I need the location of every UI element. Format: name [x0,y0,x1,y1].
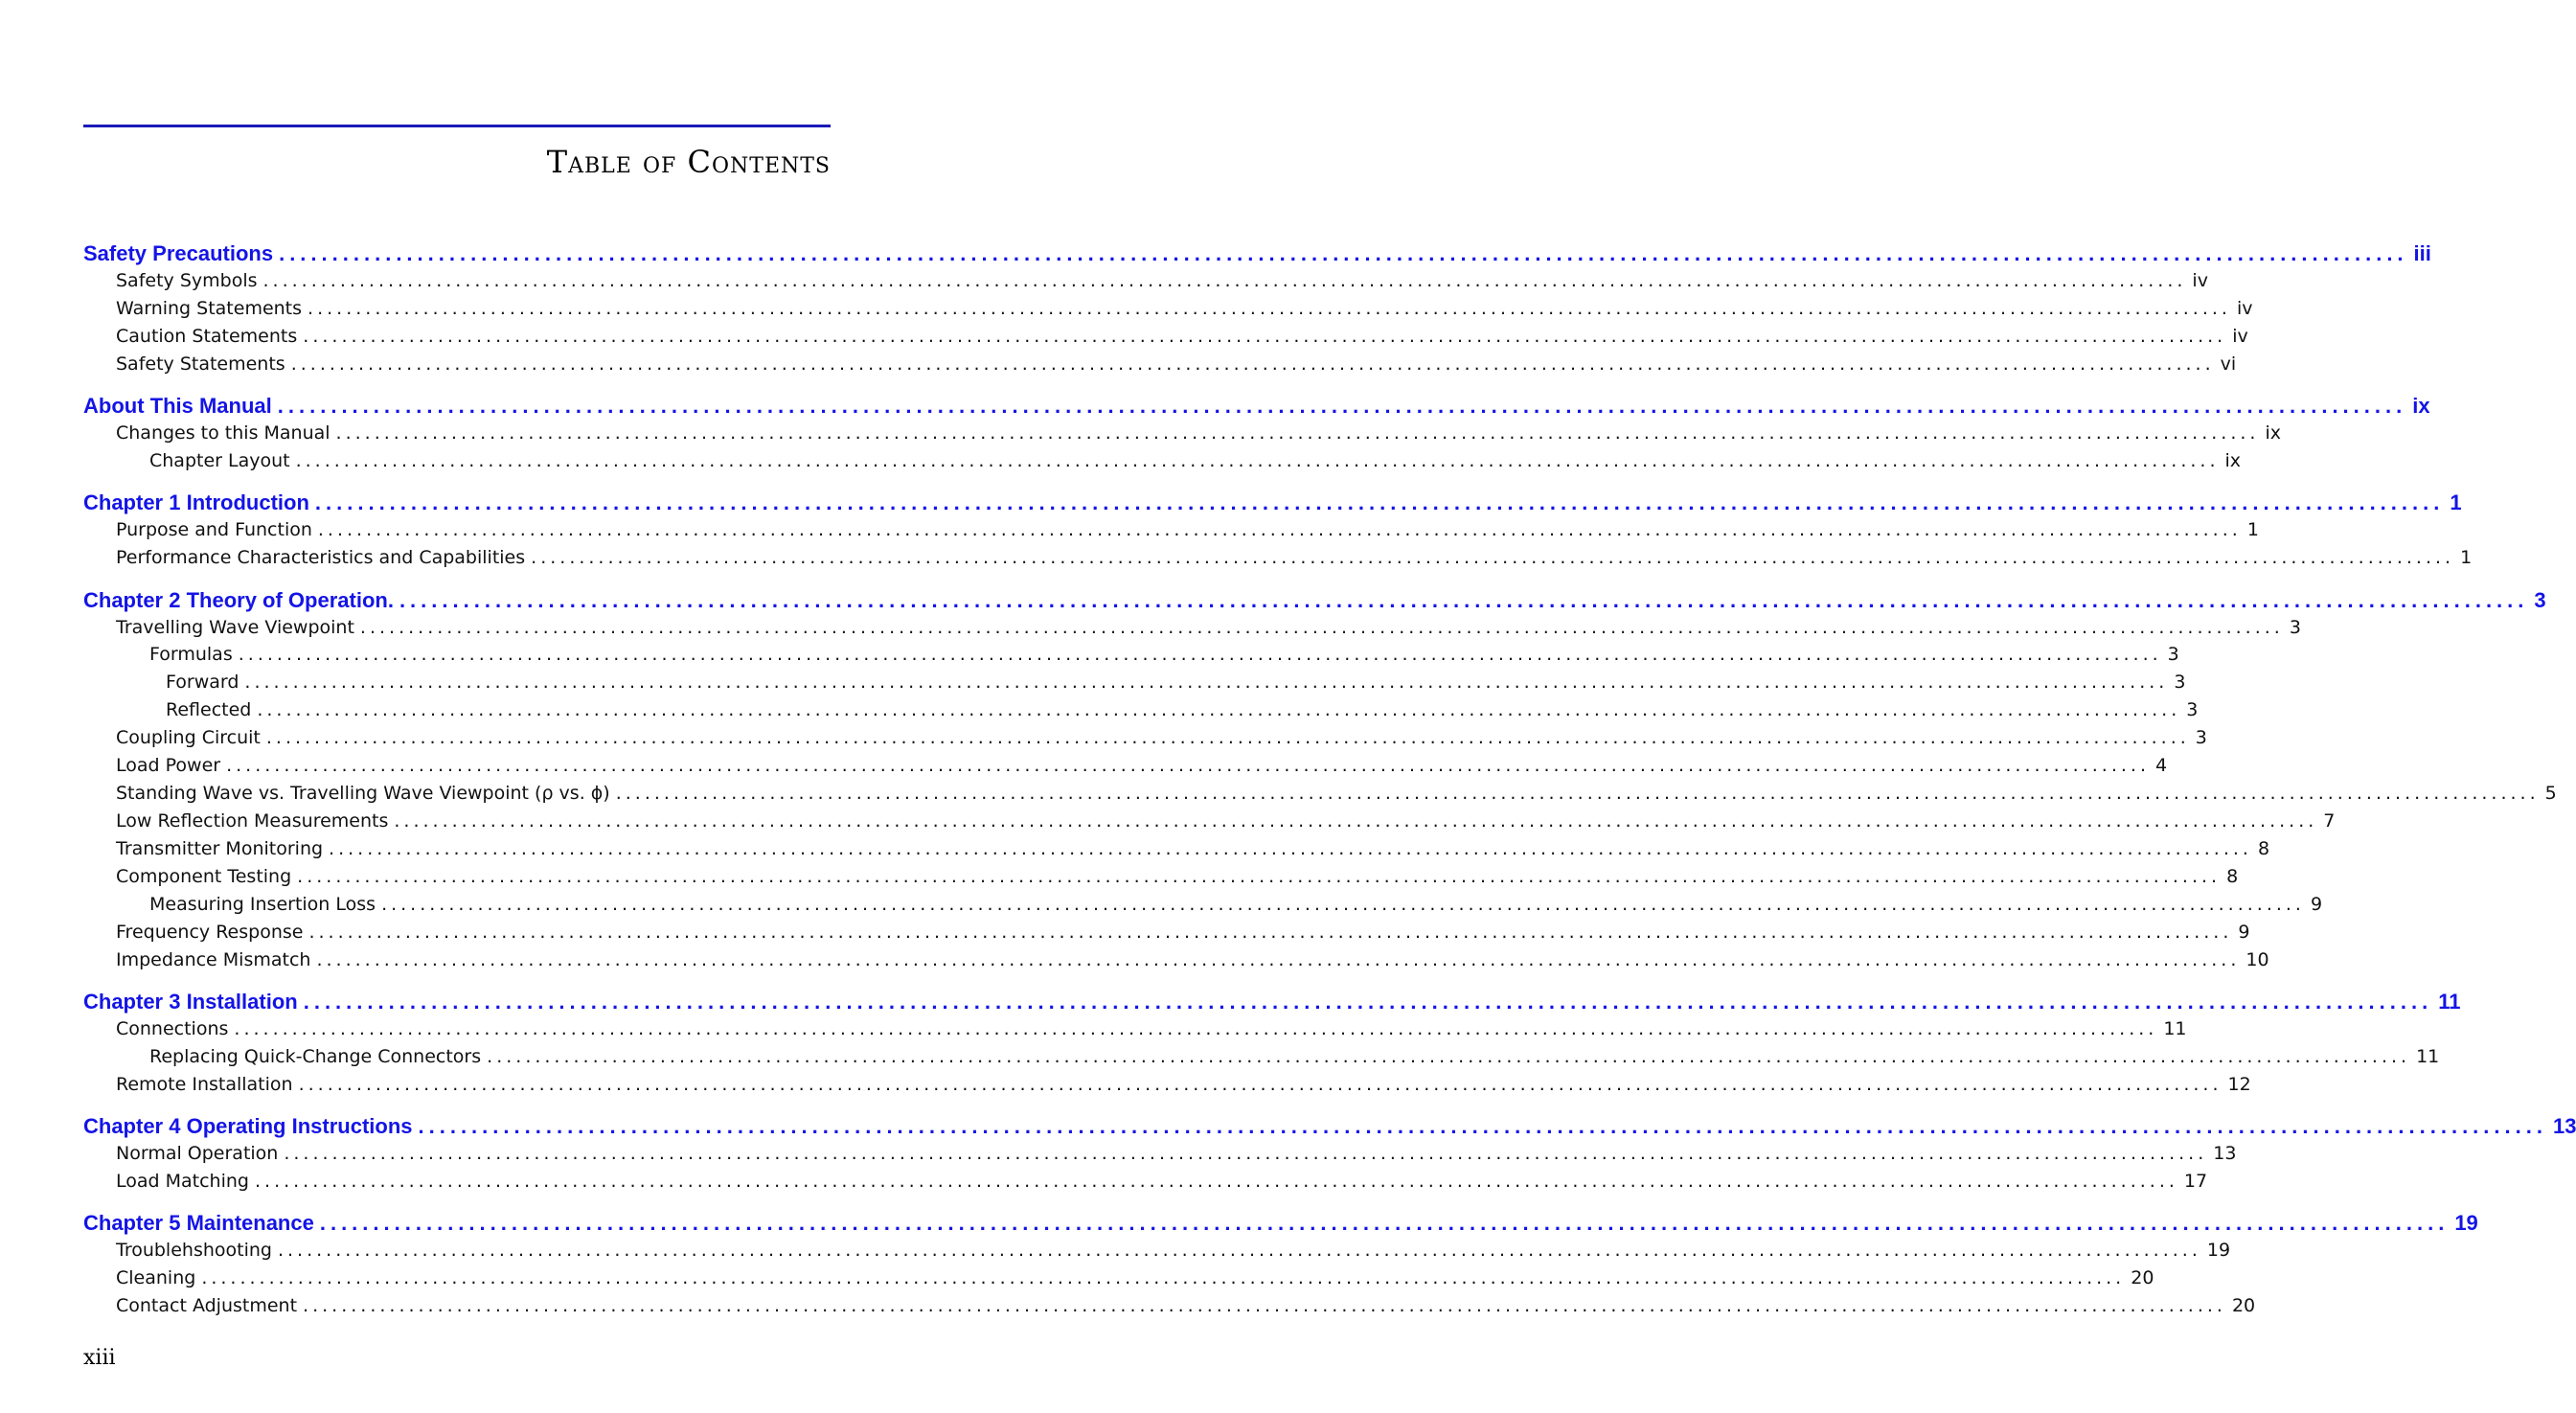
toc-chapter-entry[interactable] [83,588,2546,613]
dot-leader: ........................................................................................................................................................................................................ [359,617,2284,638]
toc-section-entry[interactable] [116,1074,2251,1095]
dot-leader: ........................................................................................................................................................................................................ [335,422,2260,444]
toc-entry-title: Chapter 5 Maintenance [83,1211,314,1235]
toc-entry-page: 10 [2245,949,2269,970]
dot-leader: ........................................................................................................................................................................................................ [316,949,2241,970]
toc-entry-title: Changes to this Manual [116,422,331,444]
toc-section-entry[interactable] [149,450,2242,471]
toc-entry-page: 5 [2544,783,2557,804]
dot-leader: ........................................................................................................................................................................................................ [399,588,2529,612]
toc-entry-page: 9 [2238,922,2250,943]
toc-section-entry[interactable] [116,1295,2256,1316]
toc-entry-title: Formulas [149,644,233,665]
dot-leader: ........................................................................................................................................................................................................ [277,1240,2201,1261]
toc-entry-title: Safety Statements [116,353,285,375]
dot-leader: ........................................................................................................................................................................................................ [277,394,2407,418]
dot-leader: ........................................................................................................................................................................................................ [234,1018,2158,1039]
dot-leader: ........................................................................................................................................................................................................ [262,270,2187,291]
toc-section-entry[interactable] [116,1267,2154,1288]
toc-entry-title: Frequency Response [116,922,304,943]
toc-section-entry[interactable] [149,1046,2440,1067]
page-title: Table of Contents [546,144,831,180]
toc-chapter-entry[interactable] [83,490,2462,515]
toc-section-entry[interactable] [116,838,2270,859]
toc-entry-title: Caution Statements [116,326,298,347]
dot-leader: ........................................................................................................................................................................................................ [257,699,2181,720]
dot-leader: ........................................................................................................................................................................................................ [487,1046,2411,1067]
toc-section-entry[interactable] [116,422,2281,444]
toc-entry-page: 20 [2131,1267,2154,1288]
toc-entry-title: Reflected [166,699,252,720]
toc-entry-title: Load Matching [116,1171,249,1192]
toc-entry-title: Remote Installation [116,1074,293,1095]
toc-entry-page: 3 [2167,644,2179,665]
toc-entry-title: Contact Adjustment [116,1295,298,1316]
toc-entry-title: Chapter 1 Introduction [83,490,309,514]
toc-chapter-entry[interactable] [83,241,2431,266]
toc-entry-page: iv [2236,298,2253,319]
toc-entry-title: Standing Wave vs. Travelling Wave Viewpoint (ρ vs. ϕ) [116,783,610,804]
toc-chapter-entry[interactable] [83,1114,2576,1139]
dot-leader: ........................................................................................................................................................................................................ [531,547,2455,568]
toc-entry-title: Chapter 2 Theory of Operation. [83,588,394,612]
toc-entry-title: Chapter Layout [149,450,290,471]
page-number: xiii [83,1346,116,1370]
dot-leader: ........................................................................................................................................................................................................ [319,1211,2450,1235]
dot-leader: ........................................................................................................................................................................................................ [290,353,2215,375]
toc-entry-page: ix [2412,394,2430,418]
dot-leader: ........................................................................................................................................................................................................ [298,1074,2223,1095]
toc-entry-title: Impedance Mismatch [116,949,311,970]
toc-entry-title: About This Manual [83,394,272,418]
toc-entry-page: 17 [2183,1171,2208,1192]
toc-section-entry[interactable] [116,298,2253,319]
toc-entry-title: Safety Symbols [116,270,258,291]
dot-leader: ........................................................................................................................................................................................................ [329,838,2252,859]
toc-section-entry[interactable] [116,1143,2237,1164]
dot-leader: ........................................................................................................................................................................................................ [303,990,2433,1014]
toc-entry-page: iv [2192,270,2208,291]
toc-chapter-entry[interactable] [83,394,2430,419]
toc-section-entry[interactable] [116,1240,2231,1261]
toc-section-entry[interactable] [116,353,2237,375]
toc-section-entry[interactable] [116,727,2207,748]
toc-entry-title: Connections [116,1018,229,1039]
dot-leader: ........................................................................................................................................................................................................ [279,241,2408,265]
toc-entry-title: Low Reflection Measurements [116,810,389,832]
dot-leader: ........................................................................................................................................................................................................ [201,1267,2126,1288]
toc-entry-title: Normal Operation [116,1143,279,1164]
dot-leader: ........................................................................................................................................................................................................ [303,326,2227,347]
toc-entry-title: Component Testing [116,866,292,887]
toc-section-entry[interactable] [166,699,2199,720]
toc-entry-page: 13 [2213,1143,2237,1164]
dot-leader: ........................................................................................................................................................................................................ [297,866,2222,887]
toc-entry-page: 1 [2246,519,2259,540]
toc-entry-page: 11 [2416,1046,2440,1067]
toc-section-entry[interactable] [116,547,2473,568]
toc-entry-page: 11 [2438,990,2461,1014]
toc-entry-title: Performance Characteristics and Capabilities [116,547,526,568]
toc-entry-page: ix [2265,422,2281,444]
toc-entry-title: Chapter 3 Installation [83,990,298,1014]
dot-leader: ........................................................................................................................................................................................................ [295,450,2220,471]
toc-section-entry[interactable] [116,922,2250,943]
toc-entry-title: Warning Statements [116,298,303,319]
dot-leader: ........................................................................................................................................................................................................ [314,490,2445,514]
toc-entry-page: 12 [2227,1074,2251,1095]
toc-section-entry[interactable] [116,1171,2208,1192]
toc-chapter-entry[interactable] [83,990,2461,1014]
dot-leader: ........................................................................................................................................................................................................ [244,672,2169,693]
toc-entry-title: Purpose and Function [116,519,312,540]
toc-chapter-entry[interactable] [83,1211,2478,1236]
dot-leader: ........................................................................................................................................................................................................ [226,755,2150,776]
dot-leader: ........................................................................................................................................................................................................ [615,783,2540,804]
toc-section-entry[interactable] [166,672,2186,693]
toc-entry-title: Coupling Circuit [116,727,261,748]
toc-entry-page: iv [2232,326,2248,347]
toc-entry-page: 3 [2534,588,2546,612]
toc-entry-title: Replacing Quick-Change Connectors [149,1046,482,1067]
toc-entry-page: 9 [2310,894,2323,915]
toc-entry-title: Travelling Wave Viewpoint [116,617,354,638]
toc-entry-page: 3 [2195,727,2207,748]
toc-entry-title: Chapter 4 Operating Instructions [83,1114,413,1138]
toc-entry-page: 20 [2231,1295,2256,1316]
dot-leader: ........................................................................................................................................................................................................ [265,727,2190,748]
toc-section-entry[interactable] [116,755,2168,776]
dot-leader: ........................................................................................................................................................................................................ [308,298,2231,319]
toc-entry-page: 7 [2323,810,2336,832]
toc-section-entry[interactable] [116,783,2557,804]
toc-entry-page: 19 [2454,1211,2478,1235]
toc-section-entry[interactable] [116,270,2208,291]
toc-section-entry[interactable] [116,519,2259,540]
toc-section-entry[interactable] [116,1018,2187,1039]
toc-entry-title: Troublehshooting [116,1240,272,1261]
toc-entry-page: 13 [2552,1114,2576,1138]
toc-entry-page: vi [2220,353,2237,375]
dot-leader: ........................................................................................................................................................................................................ [254,1171,2178,1192]
dot-leader: ........................................................................................................................................................................................................ [418,1114,2547,1138]
toc-entry-page: 1 [2460,547,2473,568]
toc-section-entry[interactable] [149,644,2179,665]
toc-entry-page: 3 [2186,699,2199,720]
toc-section-entry[interactable] [116,810,2336,832]
toc-entry-page: 19 [2206,1240,2231,1261]
toc-section-entry[interactable] [116,617,2301,638]
toc-section-entry[interactable] [116,866,2239,887]
toc-entry-page: 3 [2289,617,2301,638]
toc-entry-page: 11 [2163,1018,2187,1039]
toc-entry-title: Forward [166,672,239,693]
dot-leader: ........................................................................................................................................................................................................ [394,810,2318,832]
dot-leader: ........................................................................................................................................................................................................ [381,894,2305,915]
dot-leader: ........................................................................................................................................................................................................ [303,1295,2226,1316]
toc-section-entry[interactable] [116,949,2269,970]
toc-entry-title: Transmitter Monitoring [116,838,324,859]
dot-leader: ........................................................................................................................................................................................................ [238,644,2162,665]
toc-entry-page: ix [2224,450,2242,471]
toc-section-entry[interactable] [116,326,2248,347]
toc-entry-page: 8 [2257,838,2270,859]
toc-entry-title: Safety Precautions [83,241,274,265]
dot-leader: ........................................................................................................................................................................................................ [317,519,2242,540]
dot-leader: ........................................................................................................................................................................................................ [284,1143,2208,1164]
toc-entry-page: 8 [2226,866,2239,887]
toc-entry-page: 1 [2450,490,2462,514]
toc-section-entry[interactable] [149,894,2323,915]
toc-entry-title: Load Power [116,755,221,776]
dot-leader: ........................................................................................................................................................................................................ [308,922,2233,943]
toc-entry-page: 4 [2155,755,2168,776]
toc-entry-title: Cleaning [116,1267,196,1288]
toc-entry-title: Measuring Insertion Loss [149,894,376,915]
toc-entry-page: 3 [2174,672,2186,693]
toc-entry-page: iii [2413,241,2431,265]
